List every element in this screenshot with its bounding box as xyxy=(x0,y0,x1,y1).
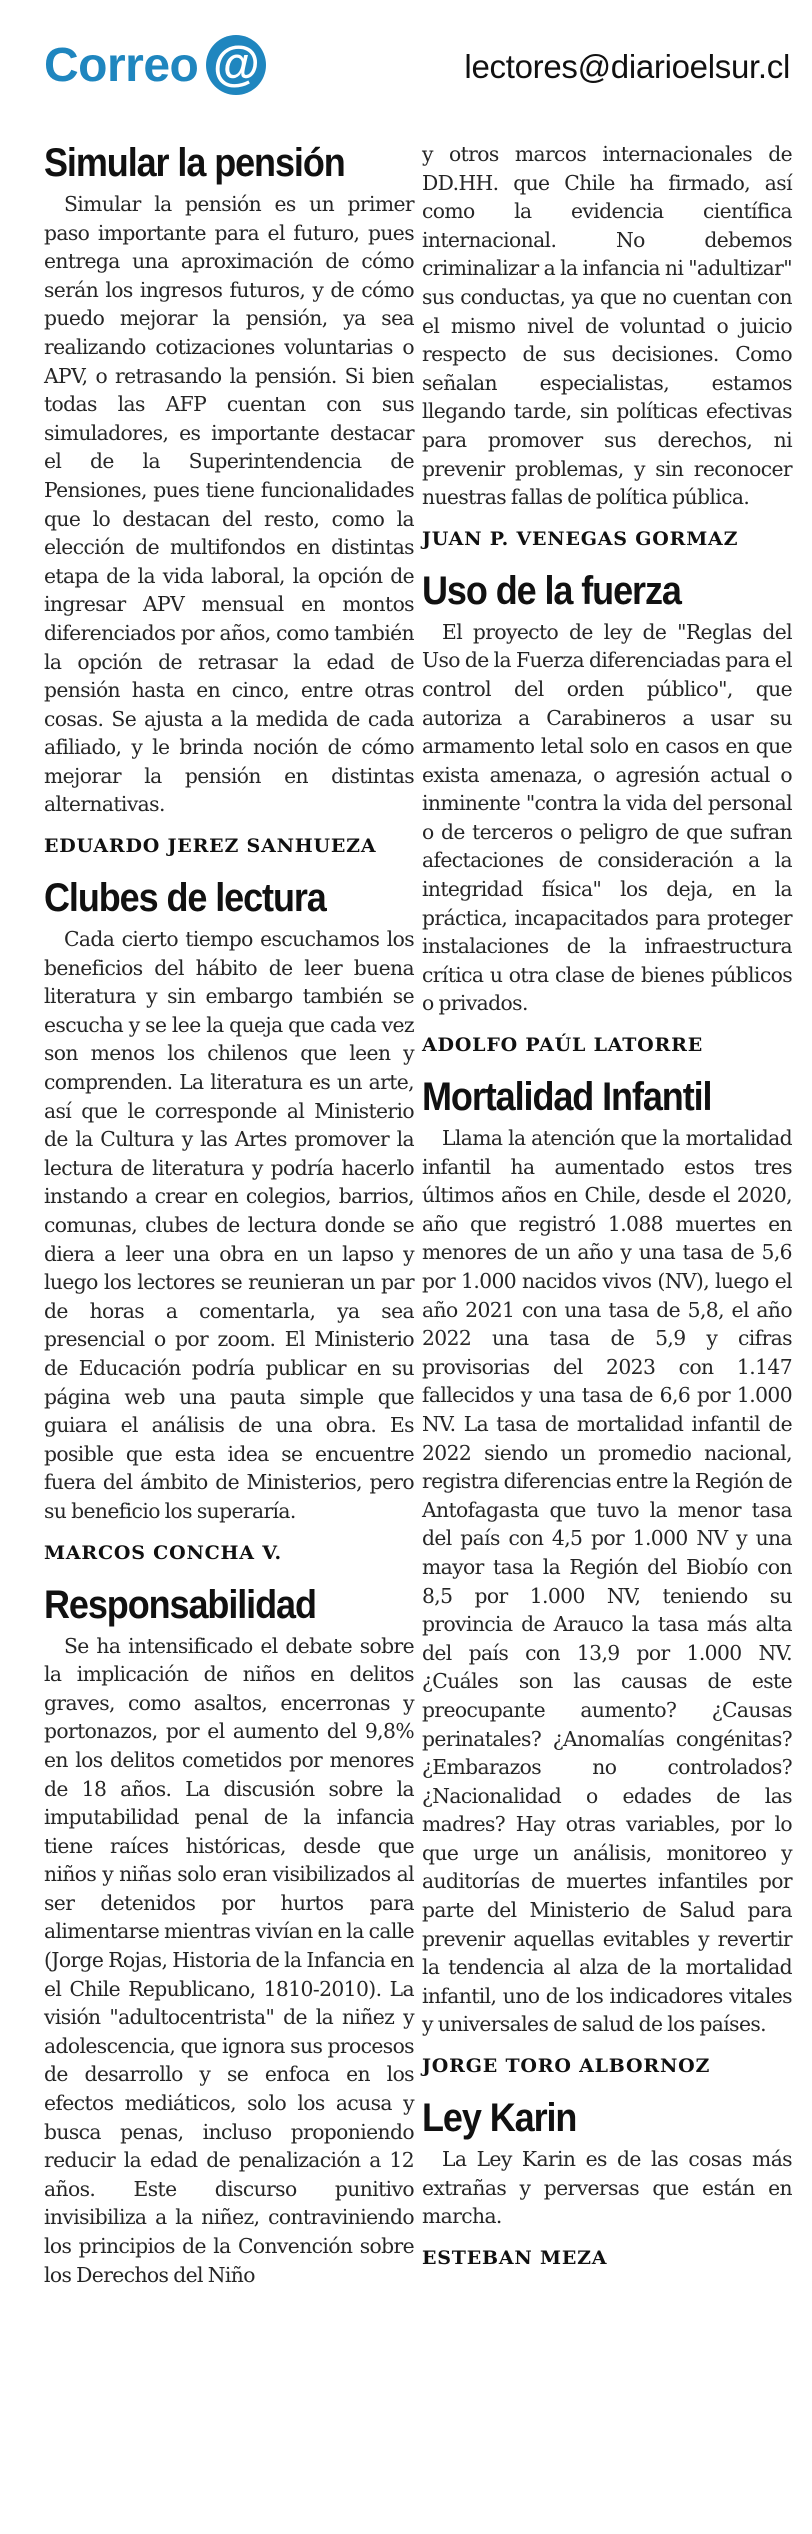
letter-body: Simular la pensión es un primer paso importante para el futuro, pues entrega una aproximación de cómo serán los ingresos futuros, y de cómo puedo mejorar la pensión, ya sea realizando cotizaciones voluntarias o APV, o retrasando la pensión. Si bien todas las AFP cuentan con sus simuladores, es importante destacar el de la Superintendencia de Pensiones, pues tiene funcionalidades que lo destacan del resto, como la elección de multifondos en distintas etapa de la vida laboral, la opción de ingresar APV mensual en montos diferenciados por años, como también la opción de retrasar la edad de pensión hasta en cinco, entre otras cosas. Se ajusta a la medida de cada afiliado, y le brinda noción de cómo mejorar la pensión en distintas alternativas. xyxy=(44,192,414,817)
letter-clubes-lectura xyxy=(44,875,414,1563)
section-title: Correo xyxy=(44,38,199,92)
letter-title: Simular la pensión xyxy=(44,141,345,185)
letter-body: La Ley Karin es de las cosas más extrañas y perversas que están en marcha. xyxy=(422,2147,792,2229)
letter-title: Uso de la fuerza xyxy=(422,568,681,613)
letter-body: Llama la atención que la mortalidad infantil ha aumentado estos tres últimos años en Chile, desde el 2020, año que registró 1.088 muertes en menores de un año y una tasa de 5,6 por 1.000 nacidos vivos (NV), luego el año 2021 con una tasa de 5,8, el año 2022 una tasa de 5,9 y cifras provisorias del 2023 con 1.147 fallecidos y una tasa de 6,6 por 1.000 NV. La tasa de mortalidad infantil de 2022 siendo un promedio nacional, registra diferencias entre la Región de Antofagasta que tuvo la menor tasa del país con 4,5 por 1.000 NV y una mayor tasa la Región del Biobío con 8,5 por 1.000 NV, teniendo su provincia de Arauco la tasa más alta del país con 13,9 por 1.000 NV. ¿Cuáles son las causas de este preocupante aumento? ¿Causas perinatales? ¿Anomalías congénitas? ¿Embarazos no controlados? ¿Nacionalidad o edades de las madres? Hay otras variables, por lo que urge un análisis, monitoreo y auditorías de muertes infantiles por parte del Ministerio de Salud para prevenir aquellas evitables y revertir la tendencia al alza de la mortalidad infantil, uno de los indicadores vitales y universales de salud de los países. xyxy=(422,1126,792,2037)
left-column xyxy=(44,140,414,2307)
letter-uso-fuerza xyxy=(422,568,792,1056)
letter-responsabilidad xyxy=(44,1582,414,2290)
letter-title: Ley Karin xyxy=(422,2096,577,2141)
letter-title: Clubes de lectura xyxy=(44,876,326,921)
letter-author: EDUARDO JEREZ SANHUEZA xyxy=(44,835,377,858)
letter-body: Se ha intensificado el debate sobre la implicación de niños en delitos graves, como asaltos, encerronas y portonazos, por el aumento del 9,8% en los delitos cometidos por menores de 18 años. La discusión sobre la imputabilidad penal de la infancia tiene raíces históricas, desde que niños y niñas solo eran visibilizados al ser detenidos por hurtos para alimentarse mientras vivían en la calle (Jorge Rojas, Historia de la Infancia en el Chile Republicano, 1810-2010). La visión "adultocentrista" de la niñez y adolescencia, que ignora sus procesos de desarrollo y se enfoca en los efectos mediáticos, solo los acusa y busca penas, incluso proponiendo reducir la edad de penalización a 12 años. Este discurso punitivo invisibiliza a la niñez, contraviniendo los principios de la Convención sobre los Derechos del Niño xyxy=(44,1633,414,2287)
letter-author: JUAN P. VENEGAS GORMAZ xyxy=(422,527,739,550)
letter-responsabilidad-continued xyxy=(422,140,792,550)
letter-author: JORGE TORO ALBORNOZ xyxy=(422,2055,711,2078)
section-brand xyxy=(44,30,266,100)
letter-body: y otros marcos internacionales de DD.HH. que Chile ha firmado, así como la evidencia científica internacional. No debemos criminalizar a la infancia ni "adultizar" sus conductas, ya que no cuentan con el mismo nivel de voluntad o juicio respecto de sus decisiones. Como señalan especialistas, estamos llegando tarde, sin políticas efectivas para promover sus derechos, ni prevenir problemas, y sin reconocer nuestras fallas de política pública. xyxy=(422,142,792,510)
letter-author: ADOLFO PAÚL LATORRE xyxy=(422,1034,703,1057)
at-sign-icon: @ xyxy=(206,35,266,95)
letter-author: MARCOS CONCHA V. xyxy=(44,1541,282,1564)
letter-author: ESTEBAN MEZA xyxy=(422,2246,608,2269)
letter-body: Cada cierto tiempo escuchamos los beneficios del hábito de leer buena literatura y sin embargo también se escucha y se lee la queja que cada vez son menos los chilenos que leen y comprenden. La literatura es un arte, así que le corresponde al Ministerio de la Cultura y las Artes promover la lectura de literatura y podría hacerlo instando a crear en colegios, barrios, comunas, clubes de lectura donde se diera a leer una obra en un lapso y luego los lectores se reunieran un par de horas a comentarla, ya sea presencial o por zoom. El Ministerio de Educación podría publicar en su página web una pauta simple que guiara el análisis de una obra. Es posible que esta idea se encuentre fuera del ámbito de Ministerios, pero su beneficio los superaría. xyxy=(44,927,414,1523)
contact-email: lectores@diarioelsur.cl xyxy=(464,48,790,85)
masthead xyxy=(30,20,790,112)
letter-title: Responsabilidad xyxy=(44,1582,316,1627)
right-column xyxy=(422,140,792,2287)
letter-body: El proyecto de ley de "Reglas del Uso de la Fuerza diferenciadas para el control del orden público", que autoriza a Carabineros a usar su armamento letal solo en casos en que exista amenaza, o agresión actual o inminente "contra la vida del personal o de terceros o peligro de que sufran afectaciones de consideración a la integridad física" los deja, en la práctica, incapacitados para proteger instalaciones de la infraestructura crítica u otra clase de bienes públicos o privados. xyxy=(422,619,792,1016)
letter-title: Mortalidad Infantil xyxy=(422,1075,712,1120)
letter-mortalidad-infantil xyxy=(422,1074,792,2077)
letter-ley-karin xyxy=(422,2095,792,2269)
letter-simular-pension xyxy=(44,140,414,857)
